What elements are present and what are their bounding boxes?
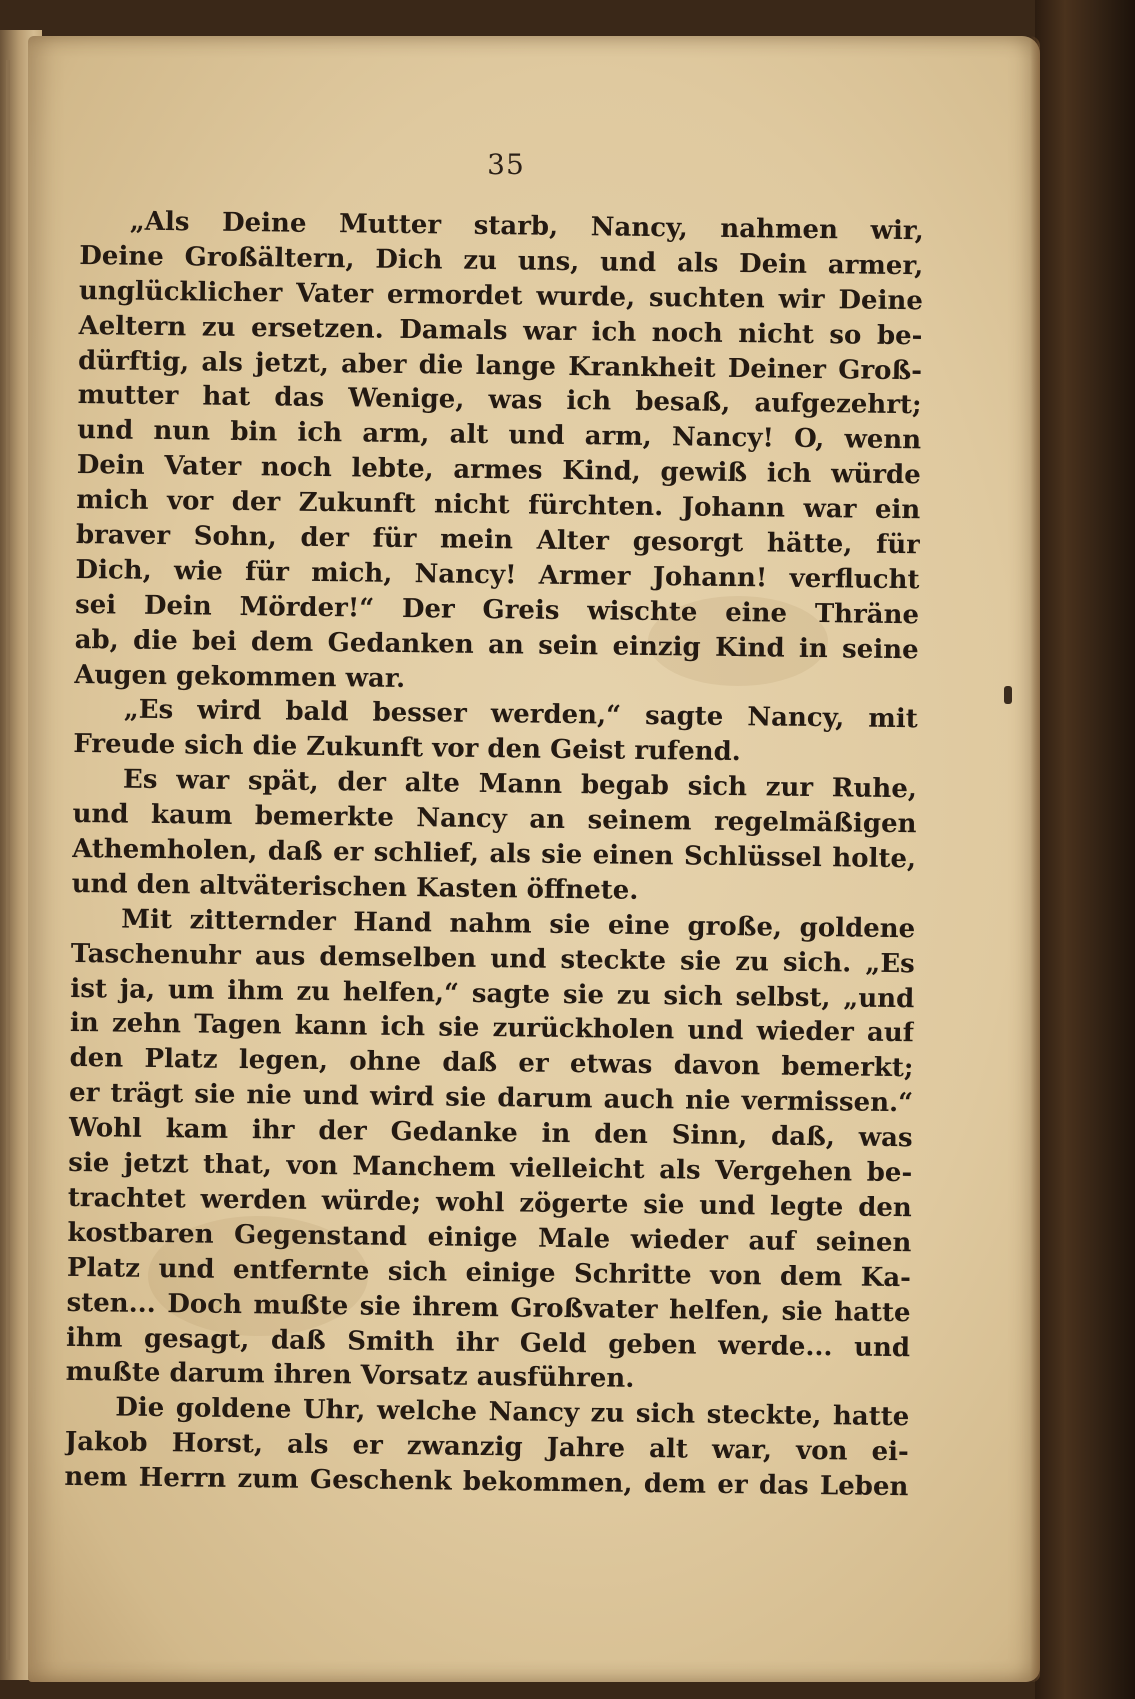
text-line: Dich, wie für mich, Nancy! Armer Johann! verflucht — [75, 554, 920, 596]
text-line: Es war spät, der alte Mann begab sich zur Ruhe, — [122, 764, 918, 805]
text-line: Taschenuhr aus demselben und steckte sie zu sich. „Es — [70, 938, 915, 979]
text-line: Platz und entfernte sich einige Schritte von dem Ka- — [66, 1252, 912, 1293]
text-line: sten... Doch mußte sie ihrem Großvater helfen, sie hatte — [66, 1287, 911, 1328]
left-page-shadow — [6, 60, 10, 1660]
text-line: ab, die bei dem Gedanken an sein einzig Kind in seine — [74, 624, 919, 665]
text-line: Dein Vater noch lebte, armes Kind, gewiß ich würde — [76, 450, 921, 491]
text-line: sei Dein Mörder!“ Der Greis wischte eine Thräne — [74, 589, 920, 631]
text-line: mich vor der Zukunft nicht fürchten. Johann war ein — [76, 485, 921, 526]
text-line: Jakob Horst, als er zwanzig Jahre alt war, von ei- — [64, 1427, 909, 1468]
text-line: Die goldene Uhr, welche Nancy zu sich steckte, hatte — [115, 1392, 910, 1433]
text-line: kostbaren Gegenstand einige Male wieder auf seinen — [67, 1217, 912, 1259]
text-line: und den altväterischen Kasten öffnete. — [71, 868, 639, 906]
text-line: ist ja, um ihm zu helfen,“ sagte sie zu sich selbst, „und — [70, 973, 915, 1014]
text-line: „Es wird bald besser werden,“ sagte Nancy, mit — [123, 695, 918, 735]
text-line: Wohl kam ihr der Gedanke in den Sinn, daß, was — [68, 1113, 913, 1154]
page-number: 35 — [487, 148, 525, 181]
text-line: „Als Deine Mutter starb, Nancy, nahmen wir, — [129, 206, 924, 247]
text-line: ihm gesagt, daß Smith ihr Geld geben werde... und — [65, 1322, 911, 1363]
text-line: Mit zitternder Hand nahm sie eine große, goldene — [121, 904, 916, 945]
text-line: Deine Großältern, Dich zu uns, und als Dein armer, — [79, 240, 924, 282]
page-edge-shadow — [1030, 36, 1040, 1682]
text-line: und kaum bemerkte Nancy an seinem regelmäßigen — [72, 799, 917, 840]
text-line: in zehn Tagen kann ich sie zurückholen und wieder auf — [69, 1008, 915, 1049]
text-line: sie jetzt that, von Manchem vielleicht als Vergehen be- — [68, 1147, 913, 1189]
text-line: nem Herrn zum Geschenk bekommen, dem er das Leben — [64, 1461, 909, 1503]
text-line: Augen gekommen war. — [74, 659, 406, 694]
text-line: unglücklicher Vater ermordet wurde, suchten wir Deine — [78, 275, 924, 317]
text-line: trachtet werden würde; wohl zögerte sie und legte den — [67, 1182, 912, 1224]
book-cover-edge — [1035, 0, 1135, 1699]
text-line: er trägt sie nie und wird sie darum auch nie vermissen.“ — [68, 1078, 914, 1119]
body-text — [64, 204, 924, 1505]
text-line: mutter hat das Wenige, was ich besaß, aufgezehrt; — [77, 380, 922, 421]
text-line: dürftig, als jetzt, aber die lange Krankheit Deiner Groß- — [77, 345, 923, 386]
text-line: Athemholen, daß er schlief, als sie einen Schlüssel holte, — [71, 833, 917, 875]
text-line: mußte darum ihren Vorsatz ausführen. — [65, 1357, 635, 1395]
page-edge-mark — [1004, 686, 1012, 704]
text-line: den Platz legen, ohne daß er etwas davon bemerkt; — [69, 1043, 914, 1084]
text-line: braver Sohn, der für mein Alter gesorgt hätte, für — [75, 519, 921, 561]
text-line: Freude sich die Zukunft vor den Geist rufend. — [73, 729, 742, 768]
book-page — [28, 36, 1040, 1682]
text-line: und nun bin ich arm, alt und arm, Nancy! O, wenn — [77, 415, 922, 456]
text-line: Aeltern zu ersetzen. Damals war ich noch nicht so be- — [78, 310, 923, 351]
